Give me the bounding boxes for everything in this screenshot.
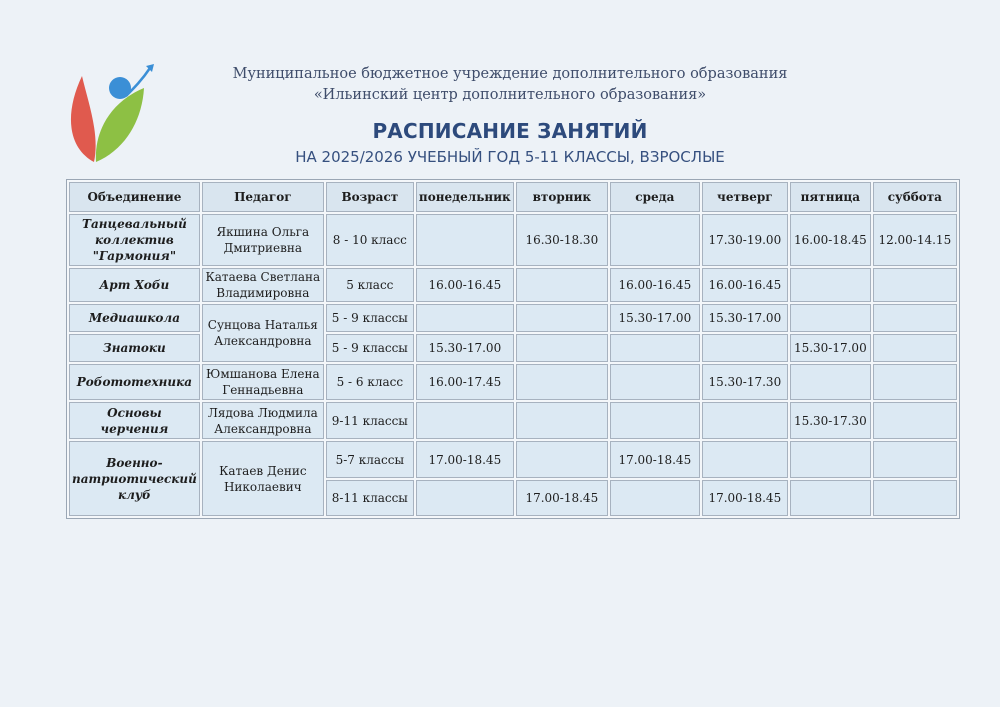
- saturday-cell: [873, 364, 957, 400]
- saturday-cell: [873, 268, 957, 302]
- table-row: [69, 304, 957, 332]
- age-cell: 5-7 классы: [326, 441, 414, 478]
- friday-cell: [790, 364, 871, 400]
- age-cell: 5 класс: [326, 268, 414, 302]
- association-cell: Танцевальный коллектив "Гармония": [69, 214, 200, 266]
- header-wednesday: среда: [610, 182, 700, 212]
- org-line-1: Муниципальное бюджетное учреждение дополнительного образования: [232, 66, 788, 82]
- teacher-cell: Якшина Ольга Дмитриевна: [202, 214, 324, 266]
- wednesday-cell: [610, 214, 700, 266]
- tuesday-cell: 16.30-18.30: [516, 214, 608, 266]
- thursday-cell: [702, 441, 788, 478]
- thursday-cell: 16.00-16.45: [702, 268, 788, 302]
- table-row: [69, 364, 957, 400]
- tuesday-cell: 17.00-18.45: [516, 480, 608, 516]
- saturday-cell: [873, 334, 957, 362]
- tuesday-cell: [516, 441, 608, 478]
- organization-name: [180, 64, 840, 106]
- association-cell: Арт Хоби: [69, 268, 200, 302]
- header-monday: понедельник: [416, 182, 514, 212]
- page-title: РАСПИСАНИЕ ЗАНЯТИЙ: [372, 119, 648, 143]
- monday-cell: [416, 480, 514, 516]
- header-row: [69, 182, 957, 212]
- thursday-cell: [702, 334, 788, 362]
- saturday-cell: [873, 441, 957, 478]
- association-cell: Военно-патриотический клуб: [69, 441, 200, 516]
- friday-cell: 15.30-17.30: [790, 402, 871, 439]
- logo-green-petal: [96, 88, 144, 162]
- saturday-cell: 12.00-14.15: [873, 214, 957, 266]
- schedule-table: [66, 179, 960, 519]
- saturday-cell: [873, 480, 957, 516]
- wednesday-cell: [610, 402, 700, 439]
- table-row: [69, 268, 957, 302]
- teacher-cell: Лядова Людмила Александровна: [202, 402, 324, 439]
- tuesday-cell: [516, 334, 608, 362]
- age-cell: 9-11 классы: [326, 402, 414, 439]
- header-friday: пятница: [790, 182, 871, 212]
- logo-red-petal: [71, 76, 96, 162]
- monday-cell: [416, 402, 514, 439]
- table-row: [69, 402, 957, 439]
- saturday-cell: [873, 402, 957, 439]
- association-cell: Основы черчения: [69, 402, 200, 439]
- teacher-cell: Катаев Денис Николаевич: [202, 441, 324, 516]
- header-teacher: Педагог: [202, 182, 324, 212]
- tuesday-cell: [516, 402, 608, 439]
- tuesday-cell: [516, 304, 608, 332]
- wednesday-cell: 15.30-17.00: [610, 304, 700, 332]
- friday-cell: [790, 480, 871, 516]
- wednesday-cell: [610, 364, 700, 400]
- thursday-cell: 17.00-18.45: [702, 480, 788, 516]
- monday-cell: [416, 304, 514, 332]
- header-age: Возраст: [326, 182, 414, 212]
- header-saturday: суббота: [873, 182, 957, 212]
- age-cell: 5 - 9 классы: [326, 334, 414, 362]
- saturday-cell: [873, 304, 957, 332]
- age-cell: 8-11 классы: [326, 480, 414, 516]
- friday-cell: [790, 441, 871, 478]
- thursday-cell: 15.30-17.00: [702, 304, 788, 332]
- monday-cell: [416, 214, 514, 266]
- wednesday-cell: 16.00-16.45: [610, 268, 700, 302]
- monday-cell: 17.00-18.45: [416, 441, 514, 478]
- age-cell: 8 - 10 класс: [326, 214, 414, 266]
- monday-cell: 16.00-16.45: [416, 268, 514, 302]
- thursday-cell: 15.30-17.30: [702, 364, 788, 400]
- org-line-2: «Ильинский центр дополнительного образования»: [313, 87, 707, 103]
- header-thursday: четверг: [702, 182, 788, 212]
- thursday-cell: 17.30-19.00: [702, 214, 788, 266]
- page-subtitle: НА 2025/2026 УЧЕБНЫЙ ГОД 5-11 КЛАССЫ, ВЗРОСЛЫЕ: [295, 148, 725, 166]
- header-association: Объединение: [69, 182, 200, 212]
- wednesday-cell: [610, 334, 700, 362]
- friday-cell: [790, 268, 871, 302]
- teacher-cell: Сунцова Наталья Александровна: [202, 304, 324, 362]
- thursday-cell: [702, 402, 788, 439]
- tuesday-cell: [516, 364, 608, 400]
- association-cell: Медиашкола: [69, 304, 200, 332]
- friday-cell: 15.30-17.00: [790, 334, 871, 362]
- monday-cell: 16.00-17.45: [416, 364, 514, 400]
- center-logo: [64, 62, 156, 166]
- wednesday-cell: [610, 480, 700, 516]
- friday-cell: [790, 304, 871, 332]
- association-cell: Робототехника: [69, 364, 200, 400]
- tuesday-cell: [516, 268, 608, 302]
- teacher-cell: Катаева Светлана Владимировна: [202, 268, 324, 302]
- monday-cell: 15.30-17.00: [416, 334, 514, 362]
- friday-cell: 16.00-18.45: [790, 214, 871, 266]
- table-row: [69, 214, 957, 266]
- association-cell: Знатоки: [69, 334, 200, 362]
- age-cell: 5 - 6 класс: [326, 364, 414, 400]
- teacher-cell: Юмшанова Елена Геннадьевна: [202, 364, 324, 400]
- age-cell: 5 - 9 классы: [326, 304, 414, 332]
- header-tuesday: вторник: [516, 182, 608, 212]
- wednesday-cell: 17.00-18.45: [610, 441, 700, 478]
- table-row: [69, 441, 957, 478]
